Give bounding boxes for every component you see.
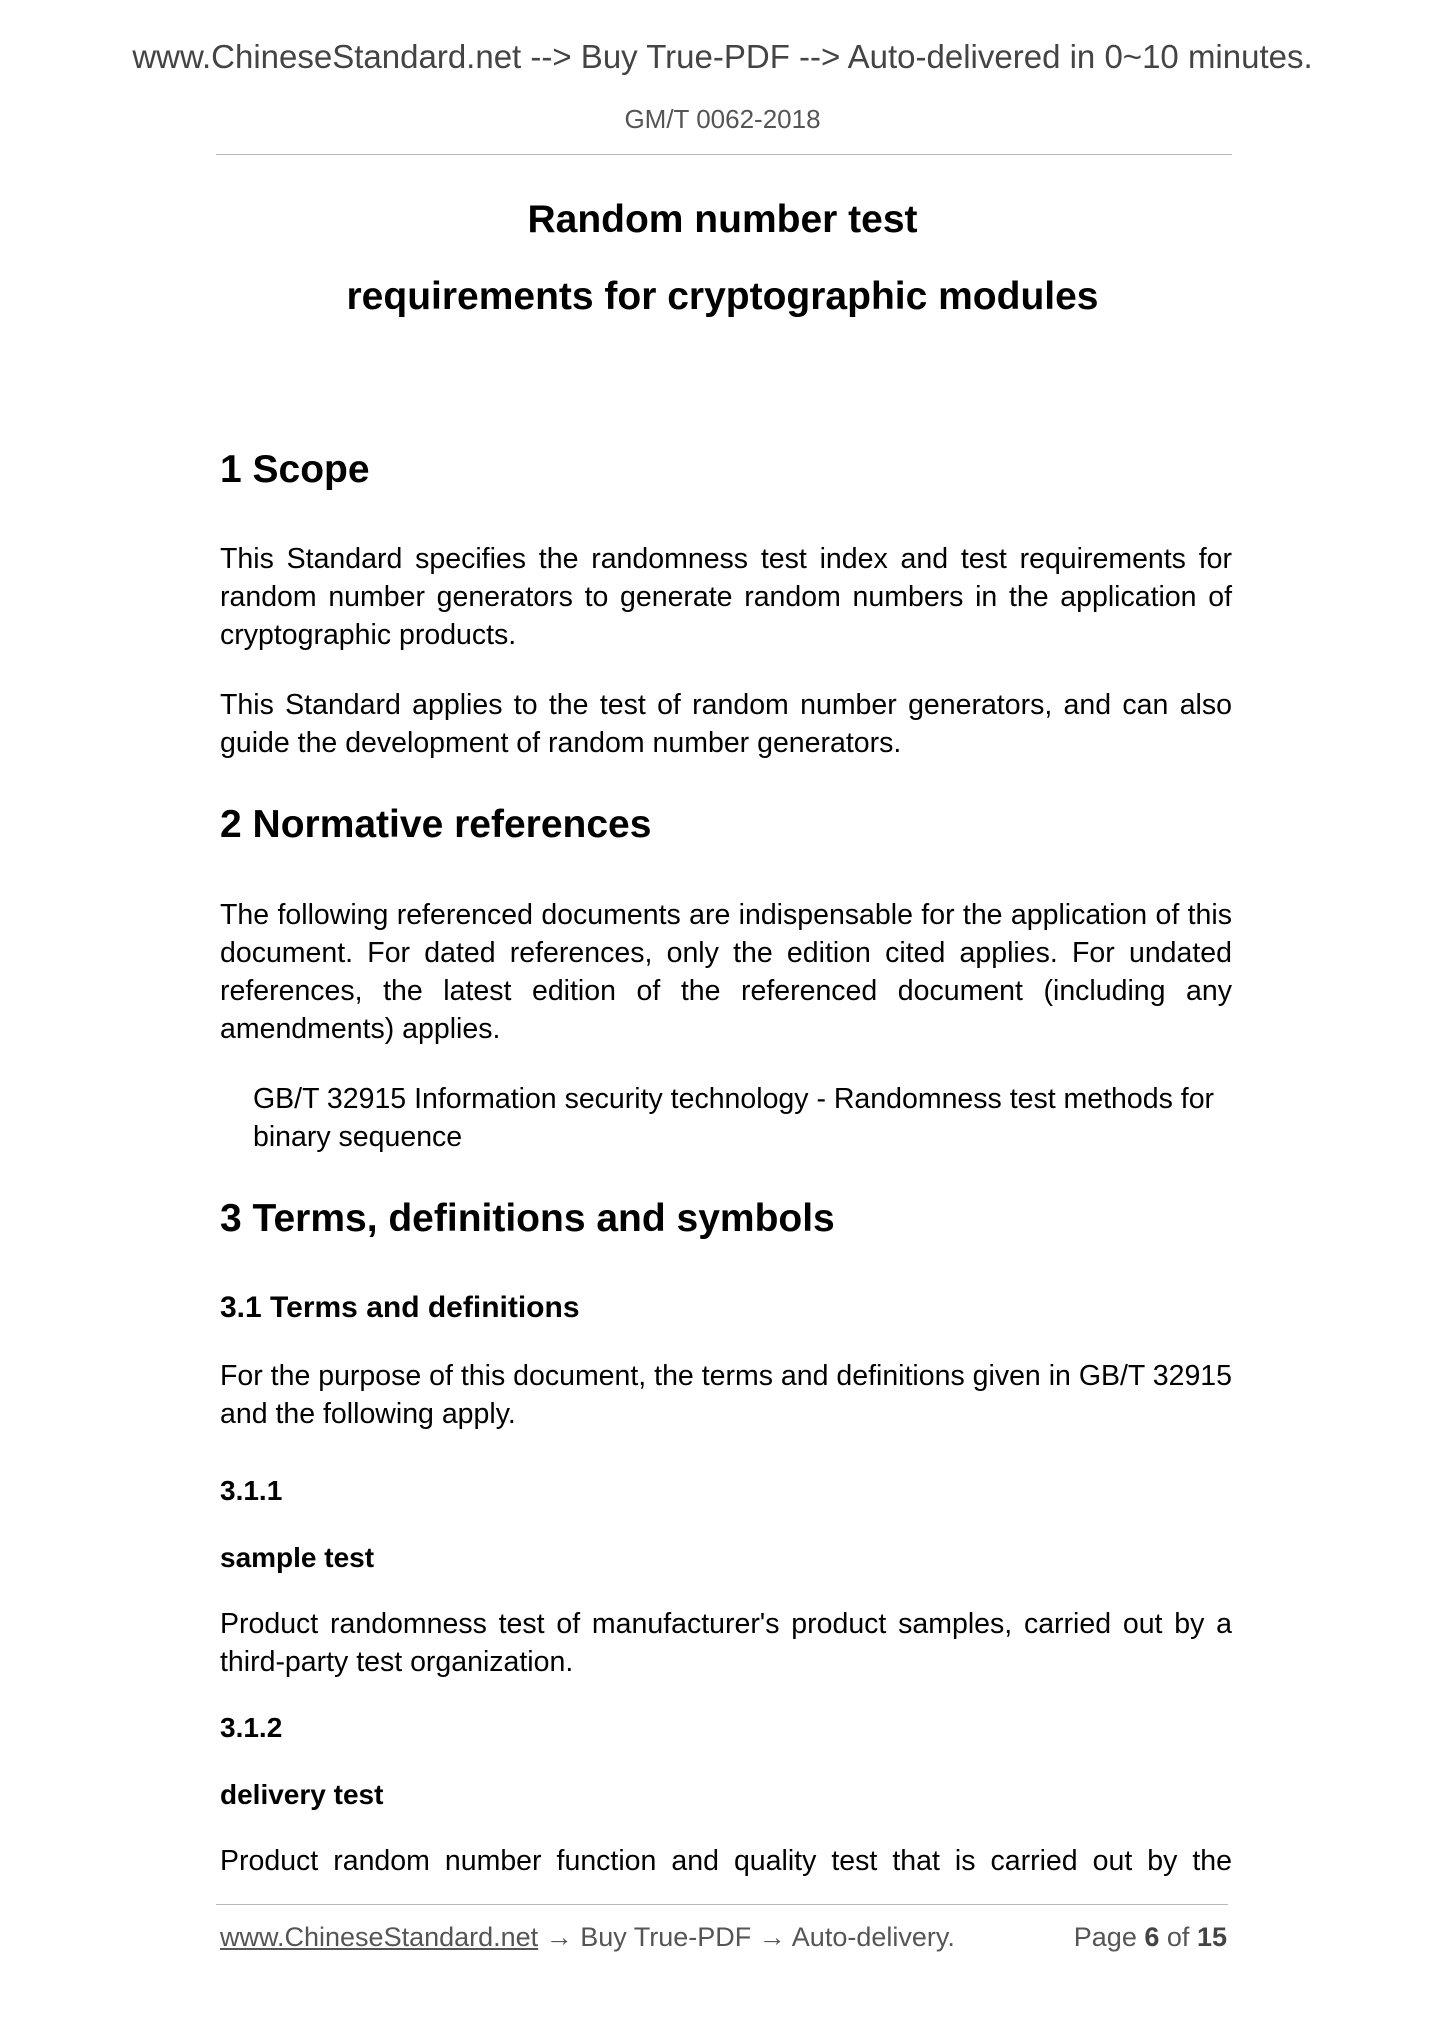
top-banner: www.ChineseStandard.net --> Buy True-PDF --> Auto-delivered in 0~10 minutes. xyxy=(132,38,1313,75)
of-label: of xyxy=(1166,1922,1190,1952)
footer-website-link[interactable]: www.ChineseStandard.net xyxy=(220,1922,539,1952)
footer-promo xyxy=(220,1922,955,1953)
page-total: 15 xyxy=(1196,1922,1227,1952)
section-heading-scope: 1 Scope xyxy=(220,448,370,491)
page-label: Page xyxy=(1073,1922,1137,1952)
terms-intro-paragraph: For the purpose of this document, the terms and definitions given in GB/T 32915 and the following apply. xyxy=(220,1360,1232,1430)
section-heading-terms: 3 Terms, definitions and symbols xyxy=(220,1197,835,1240)
term-number-3-1-1: 3.1.1 xyxy=(220,1475,283,1506)
page-current: 6 xyxy=(1144,1922,1160,1952)
arrow-right-icon: → xyxy=(758,1922,786,1952)
normative-paragraph: The following referenced documents are indispensable for the application of this document. For dated references, only the edition cited applies. For undated references, the latest edition of the referenced document (including any amendments) applies. xyxy=(220,899,1232,1045)
arrow-right-icon: → xyxy=(545,1922,573,1952)
document-code: GM/T 0062-2018 xyxy=(624,104,821,134)
footer-divider xyxy=(216,1904,1228,1905)
footer-buy-text: Buy True-PDF xyxy=(580,1922,752,1952)
subsection-heading-terms-definitions: 3.1 Terms and definitions xyxy=(220,1291,580,1324)
term-name-sample-test: sample test xyxy=(220,1542,375,1573)
scope-paragraph-1: This Standard specifies the randomness test index and test requirements for random number generators to generate random numbers in the application of cryptographic products. xyxy=(220,543,1232,651)
normative-reference-item: GB/T 32915 Information security technology - Randomness test methods for binary sequence xyxy=(253,1083,1215,1153)
section-heading-normative-references: 2 Normative references xyxy=(220,803,652,846)
term-definition-sample-test: Product randomness test of manufacturer's product samples, carried out by a third-party test organization. xyxy=(220,1608,1232,1678)
document-title-line-2: requirements for cryptographic modules xyxy=(346,275,1099,318)
page-indicator xyxy=(1074,1922,1227,1953)
term-definition-delivery-test: Product random number function and quality test that is carried out by the xyxy=(220,1845,1232,1877)
footer-delivery-text: Auto-delivery. xyxy=(791,1922,955,1952)
header-divider xyxy=(216,154,1232,155)
term-name-delivery-test: delivery test xyxy=(220,1779,384,1810)
scope-paragraph-2: This Standard applies to the test of random number generators, and can also guide the development of random number generators. xyxy=(220,689,1232,759)
document-title-line-1: Random number test xyxy=(527,198,918,241)
term-number-3-1-2: 3.1.2 xyxy=(220,1712,283,1743)
